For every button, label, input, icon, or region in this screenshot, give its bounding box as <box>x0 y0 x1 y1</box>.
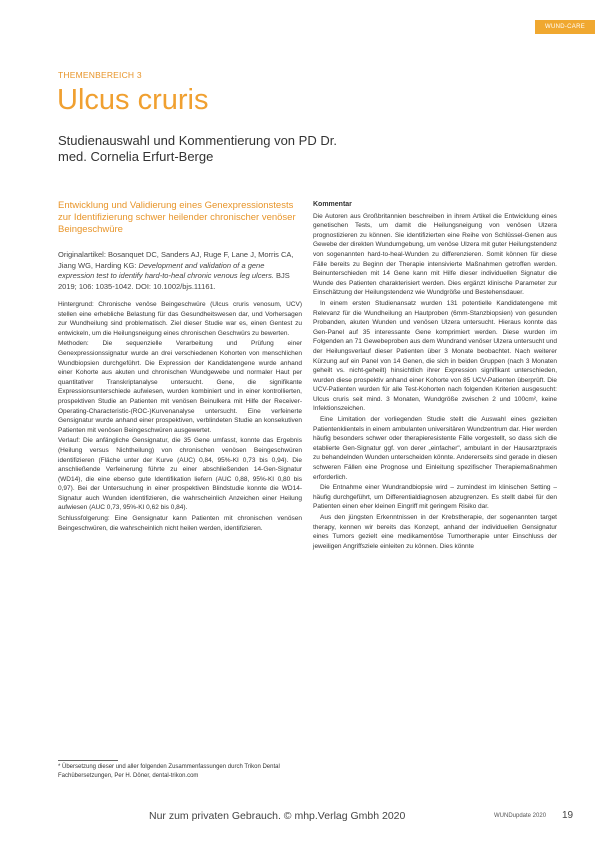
journal-name: WUNDupdate 2020 <box>494 813 547 819</box>
abstract-paragraph: Hintergrund: Chronische venöse Beingeschwüre (Ulcus cruris venosum, UCV) stellen eine erhebliche Belastung für das Gesundheitswesen dar, und Vorhersagen zur Wundheilung sind problematisch. Ziel dieser Studie war es, einen Gentest zu entwickeln, um die Heilungsneigung eines chronischen Geschwürs zu bewerten. <box>58 301 302 337</box>
kommentar-paragraph: Eine Limitation der vorliegenden Studie stellt die Auswahl eines gezielten Patientenklientels in einem ambulanten universitären Wundzentrum dar. Hier werden häufig besonders schwer oder therapieresistente Fälle vorgestellt, so dass sich die etablierte Gen-Signatur ggf. von derer „einfacher", ambulant in der Hausarztpraxis zu behandelnden Wunden unterscheiden könnte. Andererseits sind gerade in diesen schweren Fällen eine Prognose und Einleitung spezifischer Therapiemaßnahmen erforderlich. <box>313 416 557 481</box>
abstract-paragraph: Schlussfolgerung: Eine Gensignatur kann Patienten mit chronischen venösen Beingeschwüren, die wahrscheinlich nicht heilen werden, identifizieren. <box>58 515 302 532</box>
kommentar-paragraph: Die Entnahme einer Wundrandbiopsie wird – zumindest im klinischen Setting – häufig durchgeführt, um Differentialdiagnosen abzugrenzen. Es stellt dabei für den Patienten einen eher kleinen Eingriff mit geringem Risiko dar. <box>313 484 557 511</box>
citation-authors: Originalartikel: Bosanquet DC, Sanders AJ, Ruge F, Lane J, Morris CA, Jiang WG, Harding KG: <box>58 250 294 270</box>
left-column <box>58 200 302 534</box>
page-title: Ulcus cruris <box>57 84 209 116</box>
section-tag: WUND-CARE <box>535 20 595 34</box>
page-footer <box>0 810 595 830</box>
footnote: * Übersetzung dieser und aller folgenden Zusammenfassungen durch Trikon Dental Fachübersetzungen, Per H. Döner, dental-trikon.com <box>58 764 280 779</box>
page-subtitle: Studienauswahl und Kommentierung von PD Dr. med. Cornelia Erfurt-Berge <box>58 133 337 164</box>
copyright-notice: Nur zum privaten Gebrauch. © mhp.Verlag Gmbh 2020 <box>149 810 406 822</box>
footnote-divider <box>58 760 118 761</box>
themenbereich-label: THEMENBEREICH 3 <box>58 70 142 80</box>
kommentar-heading: Kommentar <box>313 201 352 208</box>
abstract-paragraph: Verlauf: Die anfängliche Gensignatur, die 35 Gene umfasst, konnte das Ergebnis (Heilung versus Nichtheilung) von chronischen venösen Beingeschwüren identifizieren (Fläche unter der Kurve (AUC) 0,84, 95%-KI 0,73 bis 0,94). Die anschließende Verfeinerung führte zu einer abschließenden 14-Gen-Signatur (WD14), die eine ebenso gute Identifikation liefern (AUC 0,88, 95%-KI 0,80 bis 0,97). Bei der Untersuchung in einer prospektiven Blindstudie konnte die WD14-Signatur auch Wunden identifizieren, die wahrscheinlich Anzeichen einer Heilung aufwiesen (AUC 0,73, 95%-KI 0,62 bis 0,84). <box>58 437 302 512</box>
page-number: 19 <box>562 810 574 821</box>
kommentar-paragraph: Aus den jüngsten Erkenntnissen in der Krebstherapie, der sogenannten target therapy, kennen wir bereits das Konzept, anhand der individuellen Gensignatur eines Tumors gezielt eine medikamentöse Tumortherapie unter Einschluss der jeweiligen Angriffsziele einleiten zu können. Dies könnte <box>313 514 557 550</box>
kommentar-paragraph: In einem ersten Studienansatz wurden 131 potentielle Kandidatengene mit Relevanz für die Wundheilung an Hautproben (6mm-Stanzbiopsien) von gesunden Probanden, akuten Wunden und venösen Ulzera untersucht. Hieraus konnte das Gen-Panel auf 35 interessante Gene komprimiert werden. Diese wurden im Folgenden an 71 Gewebeproben aus dem Wundrand venöser Ulzera untersucht und der Heilungsverlauf dieser Patienten über 3 Monate beobachtet. Nach weiterer Kürzung auf ein Panel von 14 Genen, die sich in beiden Gruppen (nach 3 Monaten geheilt vs. nicht-geheilt) hinsichtlich ihrer Expression signifikant unterschieden, wurden diese prospektiv anhand einer Kohorte von 85 UCV-Patienten überprüft. Die UCV-Patienten wurden für alle Test-Kohorten nach folgenden Kriterien ausgesucht: Ulcus cruris seit mind. 3 Monaten, Wundgröße zwischen 2 und 100cm², keine Infektionszeichen. <box>313 299 557 413</box>
right-column <box>313 200 557 552</box>
citation-source: BJS 2019; 106: 1035-1042. DOI: 10.1002/bjs.11161. <box>58 271 290 291</box>
original-citation <box>58 250 302 292</box>
kommentar-paragraph: Die Autoren aus Großbritannien beschreiben in ihrem Artikel die Entwicklung eines genetischen Tests, um damit die Heilungsneigung von venösen Ulzera prognostizieren zu können. Sie identifizierten eine Reihe von Schlüssel-Genen aus Gewebe der direkten Wundumgebung, um venöse Ulzera mit guter Heilungstendenz von sogenannten hard-to-heal-Wunden zu differenzieren. Somit können für diese Fälle bereits zu Beginn der Therapie intensivierte Maßnahmen getroffen werden. Beinunterschieden mit 14 Gene kann mit Hilfe dieser individuellen Signatur die Wunde des Patienten charakterisiert werden. Dies ergänzt klinische Parameter zur Einschätzung der Heilungstendenz wie Wundgröße und Bestehensdauer. <box>313 212 557 297</box>
article-title: Entwicklung und Validierung eines Genexpressionstests zur Identifizierung schwer heilender chronischer venöser Beingeschwüre <box>58 200 296 235</box>
abstract-paragraph: Methoden: Die sequenzielle Verarbeitung und Prüfung einer Genexpressionssignatur wurde an drei verschiedenen Kohorten von menschlichen Wundbiopsien durchgeführt. Die Expression der Kandidatengene wurde anhand einer Kohorte aus akuten und chronischen Wundgewebe und normaler Haut per quantitativer Transkriptanalyse untersucht. Gene, die signifikante Expressionsunterschiede aufwiesen, wurden kombiniert und in einer kontrollierten, prospektiven Studie an Patienten mit venösen Beinulkera mit Hilfe der Receiver-Operating-Characteristic-(ROC-)Kurvenanalyse untersucht. Eine verfeinerte Gensignatur wurde anhand einer prospektiven, verblindeten Studie an konsekutiven Patienten mit venösen Beingeschwüren ausgewertet. <box>58 340 302 434</box>
citation-title: Development and validation of a gene expression test to identify hard-to-heal chronic venous leg ulcers. <box>58 260 274 280</box>
